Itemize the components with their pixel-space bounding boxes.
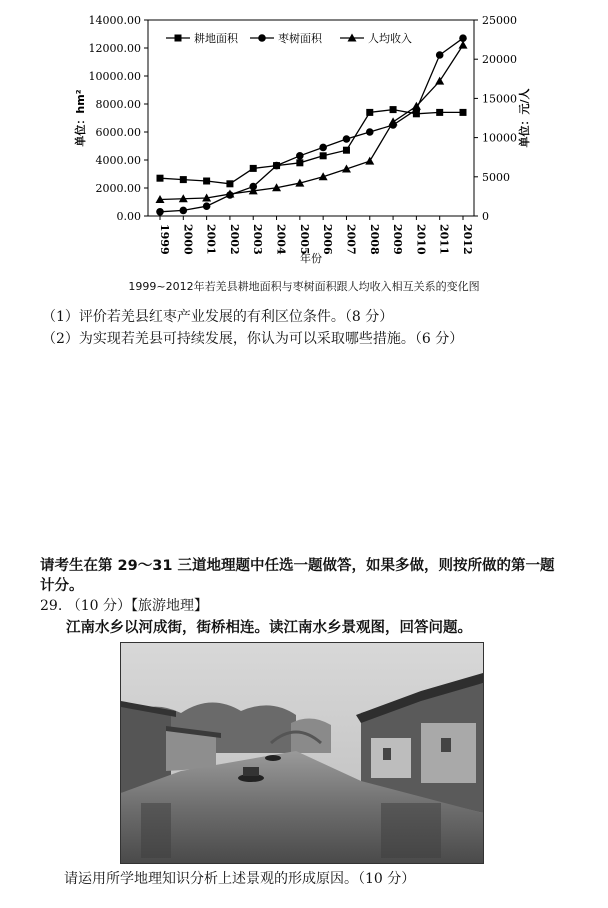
data-point-square	[320, 152, 327, 159]
data-point-circle	[296, 152, 304, 160]
x-tick-label: 2004	[274, 224, 288, 255]
chart-axes	[73, 14, 531, 265]
y-left-tick-label: 0.00	[116, 210, 141, 223]
x-tick-label: 2012	[461, 224, 474, 255]
x-tick-label: 2010	[414, 224, 428, 255]
y-left-tick-label: 4000.00	[95, 154, 141, 167]
data-point-square	[180, 176, 187, 183]
line-chart	[0, 0, 608, 300]
chart-caption: 1999~2012年若羌县耕地面积与枣树面积跟人均收入相互关系的变化图	[128, 280, 480, 293]
chart-marks	[156, 34, 468, 215]
data-point-triangle	[389, 117, 398, 125]
x-tick-label: 2002	[227, 224, 241, 255]
data-point-triangle	[365, 157, 374, 165]
x-tick-label: 2005	[297, 224, 311, 255]
x-tick-label: 2000	[181, 224, 195, 255]
chart-legend	[166, 31, 412, 45]
y-left-tick-label: 8000.00	[95, 98, 141, 111]
data-point-circle	[180, 207, 188, 215]
data-point-square	[343, 147, 350, 154]
data-point-circle	[319, 144, 327, 152]
data-point-circle	[366, 128, 374, 136]
data-point-square	[203, 178, 210, 185]
x-tick-label: 2007	[344, 224, 358, 255]
question-2: （2）为实现若羌县可持续发展，你认为可以采取哪些措施。（6 分）	[42, 331, 464, 347]
data-point-circle	[343, 135, 351, 143]
question-29-header: 29. （10 分）【旅游地理】	[40, 598, 208, 614]
y-left-tick-label: 10000.00	[88, 70, 141, 83]
question-29-prompt: 请运用所学地理知识分析上述景观的形成原因。（10 分）	[64, 871, 416, 887]
legend-marker	[258, 34, 266, 42]
y-right-tick-label: 20000	[482, 53, 517, 67]
data-point-square	[390, 106, 397, 113]
data-point-circle	[273, 162, 281, 170]
legend-label: 耕地面积	[194, 32, 238, 45]
instruction-line-2: 计分。	[40, 578, 84, 594]
y-right-tick-label: 0	[482, 210, 489, 223]
y-right-tick-label: 10000	[482, 131, 517, 145]
y-left-tick-label: 12000.00	[88, 42, 141, 55]
x-tick-label: 2003	[251, 224, 265, 255]
x-tick-label: 2001	[204, 224, 218, 255]
data-point-circle	[436, 51, 444, 59]
data-point-circle	[156, 208, 164, 216]
data-point-square	[436, 109, 443, 116]
x-tick-label: 2008	[367, 224, 381, 255]
legend-marker	[175, 35, 182, 42]
data-point-square	[296, 159, 303, 166]
data-point-square	[366, 109, 373, 116]
legend-label: 枣树面积	[278, 32, 322, 45]
question-29-intro: 江南水乡以河成街，街桥相连。读江南水乡景观图，回答问题。	[66, 620, 472, 636]
series-line-2	[160, 45, 463, 199]
data-point-square	[250, 165, 257, 172]
x-tick-label: 2011	[437, 224, 451, 255]
data-point-triangle	[459, 41, 468, 49]
series-line-0	[160, 110, 463, 184]
legend-label: 人均收入	[368, 32, 412, 45]
y-left-tick-label: 6000.00	[95, 126, 141, 139]
x-tick-label: 2006	[321, 224, 335, 255]
data-point-triangle	[435, 77, 444, 85]
y-right-axis-label: 单位：元/人	[518, 88, 531, 148]
plot-frame	[148, 20, 474, 216]
y-right-tick-label: 5000	[482, 170, 510, 184]
y-left-tick-label: 14000.00	[88, 14, 141, 27]
y-right-tick-label: 25000	[482, 14, 517, 27]
series-line-1	[160, 38, 463, 212]
y-right-tick-label: 15000	[482, 92, 517, 106]
data-point-square	[460, 109, 467, 116]
x-axis-label: 年份	[300, 252, 322, 265]
instruction-line-1: 请考生在第 29～31 三道地理题中任选一题做答，如果多做，则按所做的第一题	[40, 558, 555, 574]
data-point-circle	[203, 202, 211, 210]
question-1: （1）评价若羌县红枣产业发展的有利区位条件。（8 分）	[42, 309, 394, 325]
data-point-square	[226, 180, 233, 187]
water-town-photo	[120, 642, 484, 864]
x-tick-label: 2009	[391, 224, 405, 255]
y-left-tick-label: 2000.00	[95, 182, 141, 195]
y-left-axis-label: 单位：hm²	[74, 89, 87, 147]
x-tick-label: 1999	[158, 224, 171, 255]
data-point-square	[157, 175, 164, 182]
